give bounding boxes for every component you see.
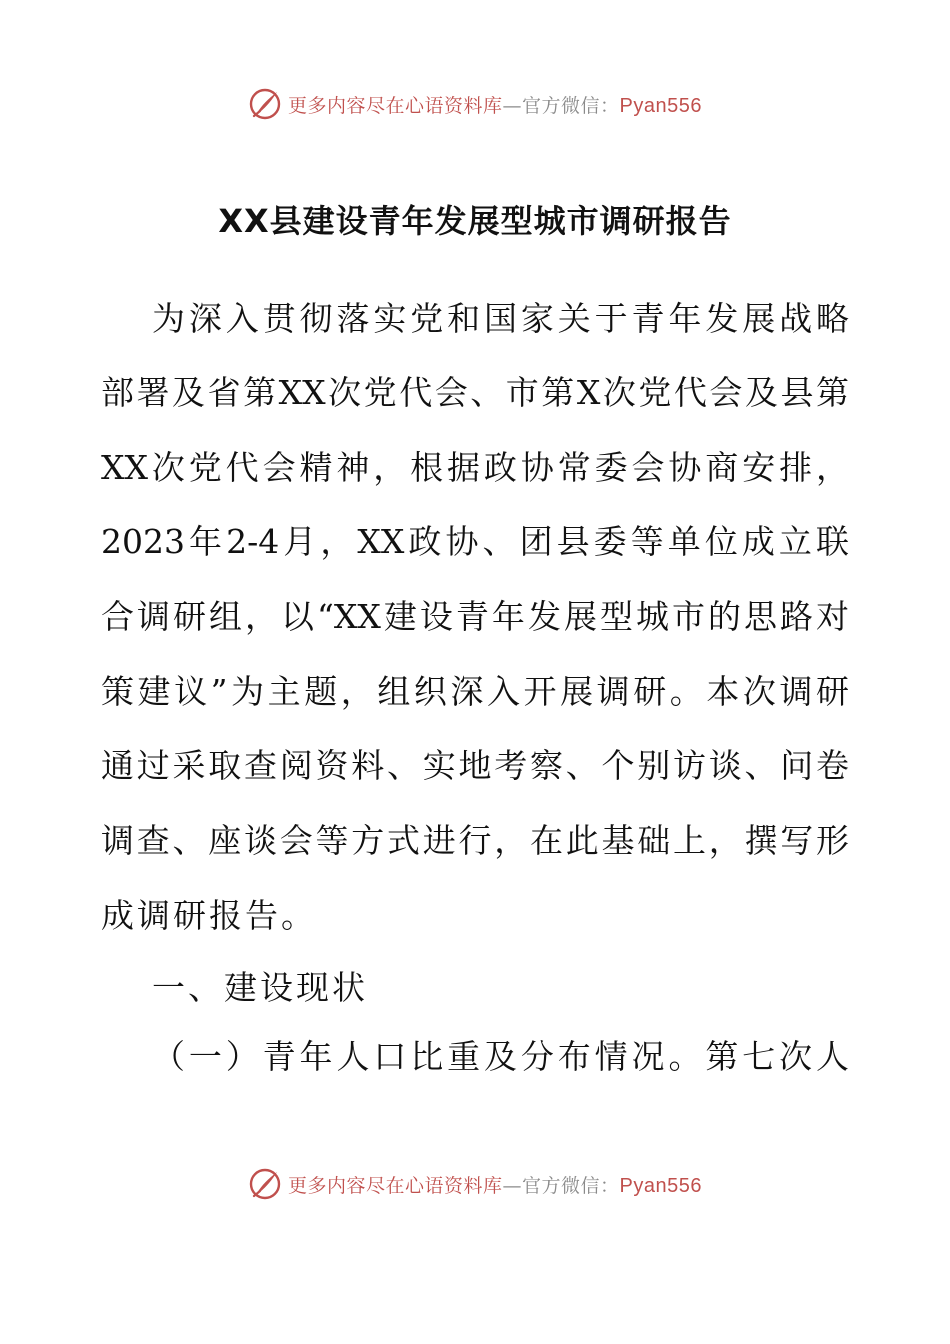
watermark-separator: —: [502, 1174, 523, 1197]
paragraph-line: 调查、座谈会等方式进行，在此基础上，撰写形: [101, 821, 849, 860]
watermark-wechat-label: 官方微信：: [522, 94, 620, 117]
quill-pen-icon: [248, 1167, 282, 1201]
paragraph-line: XX次党代会精神，根据政协常委会协商安排，: [101, 448, 849, 487]
paragraph-line: 部署及省第XX次党代会、市第X次党代会及县第: [101, 373, 849, 412]
paragraph-line: 策建议”为主题，组织深入开展调研。本次调研: [101, 672, 849, 711]
watermark-wechat-id: Pyan556: [619, 94, 702, 117]
document-title: XX县建设青年发展型城市调研报告: [218, 202, 732, 240]
quill-pen-icon: [248, 87, 282, 121]
watermark-text: [288, 91, 702, 118]
header-watermark: [0, 82, 950, 126]
paragraph-line: 合调研组，以“XX建设青年发展型城市的思路对: [101, 597, 849, 636]
footer-watermark: [0, 1162, 950, 1206]
watermark-wechat-label: 官方微信：: [522, 1174, 620, 1197]
watermark-main-text: 更多内容尽在心语资料库: [288, 1174, 503, 1197]
section-heading: 一、建设现状: [152, 968, 368, 1007]
subsection-line: （一）青年人口比重及分布情况。第七次人: [152, 1037, 849, 1076]
watermark-main-text: 更多内容尽在心语资料库: [288, 94, 503, 117]
watermark-separator: —: [502, 94, 523, 117]
watermark-wechat-id: Pyan556: [619, 1174, 702, 1197]
paragraph-line: 2023年2-4月，XX政协、团县委等单位成立联: [101, 522, 849, 561]
watermark-text: [288, 1171, 702, 1198]
paragraph-line: 为深入贯彻落实党和国家关于青年发展战略: [152, 299, 849, 338]
paragraph-line: 成调研报告。: [101, 896, 317, 935]
paragraph-line: 通过采取查阅资料、实地考察、个别访谈、问卷: [101, 746, 849, 785]
